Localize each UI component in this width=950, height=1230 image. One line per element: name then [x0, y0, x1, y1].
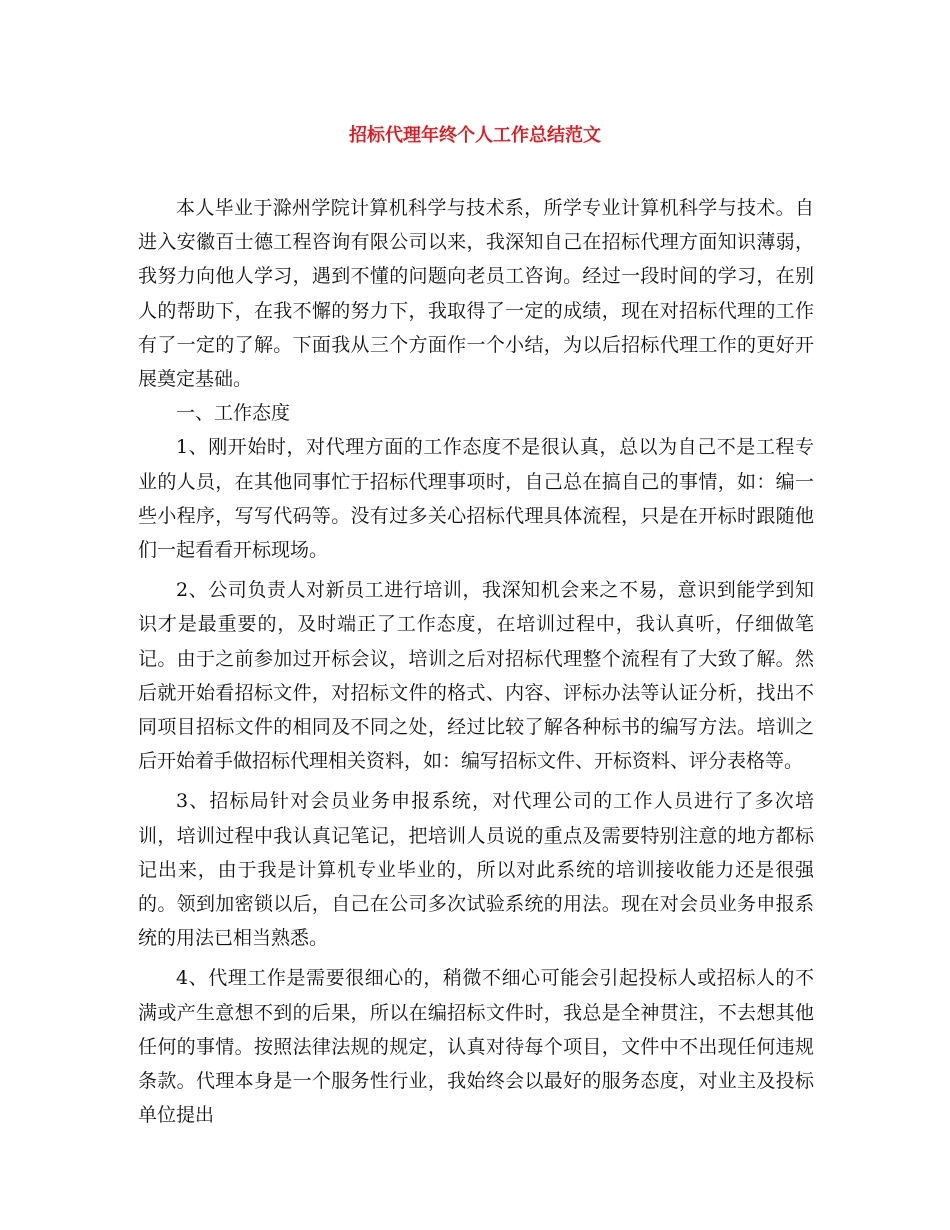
section-heading-work-attitude: 一、工作态度 — [176, 402, 291, 425]
paragraph-point-4: 4、代理工作是需要很细心的，稍微不细心可能会引起投标人或招标人的不满或产生意想不到的后果，所以在编招标文件时，我总是全神贯注，不去想其他任何的事情。按照法律法规的规定，认真对待每个项目，文件中不出现任何违规条款。代理本身是一个服务性行业，我始终会以最好的服务态度，对业主及投标单位提出 — [138, 967, 814, 1127]
paragraph-intro: 本人毕业于滁州学院计算机科学与技术系，所学专业计算机科学与技术。自进入安徽百士德工程咨询有限公司以来，我深知自己在招标代理方面知识薄弱，我努力向他人学习，遇到不懂的问题向老员工咨询。经过一段时间的学习，在别人的帮助下，在我不懈的努力下，我取得了一定的成绩，现在对招标代理的工作有了一定的了解。下面我从三个方面作一个小结，为以后招标代理工作的更好开展奠定基础。 — [138, 197, 814, 391]
paragraph-point-2: 2、公司负责人对新员工进行培训，我深知机会来之不易，意识到能学到知识才是最重要的，及时端正了工作态度，在培训过程中，我认真听，仔细做笔记。由于之前参加过开标会议，培训之后对招标代理整个流程有了大致了解。然后就开始看招标文件，对招标文件的格式、内容、评标办法等认证分析，找出不同项目招标文件的相同及不同之处，经过比较了解各种标书的编写方法。培训之后开始着手做招标代理相关资料，如：编写招标文件、开标资料、评分表格等。 — [138, 579, 814, 773]
paragraph-point-3: 3、招标局针对会员业务申报系统，对代理公司的工作人员进行了多次培训，培训过程中我认真记笔记，把培训人员说的重点及需要特别注意的地方都标记出来，由于我是计算机专业毕业的，所以对此系统的培训接收能力还是很强的。领到加密锁以后，自己在公司多次试验系统的用法。现在对会员业务申报系统的用法已相当熟悉。 — [138, 790, 814, 950]
document-title: 招标代理年终个人工作总结范文 — [349, 125, 601, 146]
paragraph-point-1: 1、刚开始时，对代理方面的工作态度不是很认真，总以为自己不是工程专业的人员，在其他同事忙于招标代理事项时，自己总在搞自己的事情，如：编一些小程序，写写代码等。没有过多关心招标代理具体流程，只是在开标时跟随他们一起看看开标现场。 — [138, 436, 814, 562]
document-body — [138, 191, 814, 1132]
